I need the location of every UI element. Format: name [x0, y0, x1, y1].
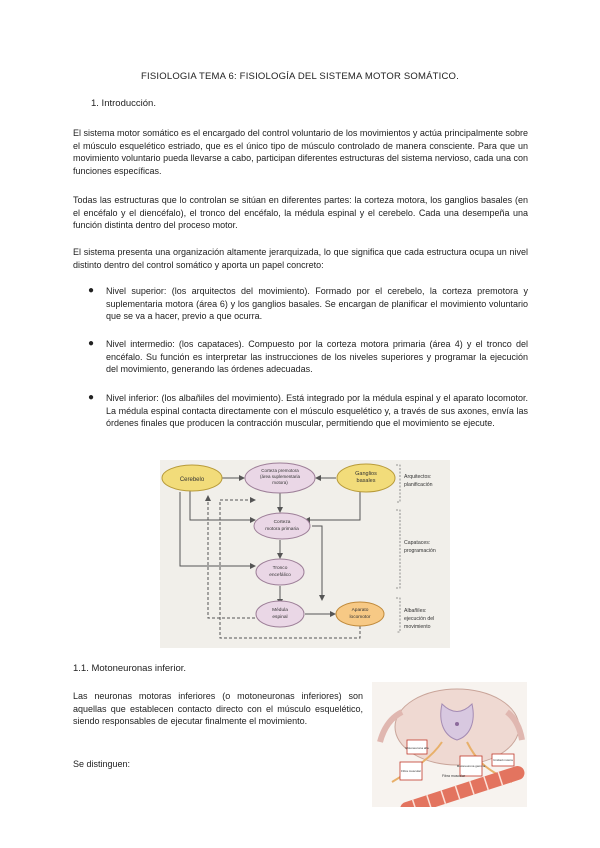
node-tronco-label-1: Tronco — [272, 566, 288, 571]
se-distinguen-label: Se distinguen: — [73, 759, 131, 769]
callout-box-2-label: Fibra muscular — [401, 769, 421, 773]
bullet-nivel-inferior: Nivel inferior: (los albañiles del movimiento). Está integrado por la médula espinal y el aparato locomotor. La médula espinal contacta directamente con el músculo esquelético y, a través de sus axones, envía las órdenes finales que producen la contracción muscular, permitiendo que el movimiento se ejecute. — [106, 393, 528, 429]
node-premotora-label-2: (área suplementaria — [259, 474, 301, 479]
section-heading-motoneuronas: 1.1. Motoneuronas inferior. — [73, 663, 187, 674]
label-capataces-1: Capataces: — [404, 540, 431, 546]
label-albaniles-2: ejecución del — [404, 616, 435, 622]
node-ganglios-label-2: basales — [356, 478, 376, 484]
node-corteza-motora — [254, 513, 310, 539]
callout-box-3-label: Motoneurona gamma — [456, 764, 486, 768]
node-cerebelo-label: Cerebelo — [179, 477, 205, 483]
paragraph-1: El sistema motor somático es el encargado del control voluntario de los movimientos y actúa principalmente sobre el músculo esquelético estriado, que es el único tipo de músculo controlado de manera consciente. Para que un movimiento voluntario pueda llevarse a cabo, participan diferentes estructuras del sistema nervioso, cada una con funciones específicas. — [73, 128, 528, 176]
spinal-cord-illustration — [372, 682, 527, 807]
bullet-dot: ● — [88, 338, 95, 349]
paragraph-motoneuronas: Las neuronas motoras inferiores (o motoneuronas inferiores) son aquellas que establecen contacto directo con el músculo esquelético, siendo responsables de ejecutar finalmente el movimiento. — [73, 691, 363, 727]
node-premotora-label-1: Corteza premotora — [261, 468, 299, 473]
section-heading-introduccion: 1. Introducción. — [91, 98, 156, 109]
label-albaniles-1: Albañiles: — [404, 608, 427, 614]
callout-box-1-label: Motoneurona alfa — [405, 746, 429, 750]
node-medula — [256, 601, 304, 627]
bullet-dot: ● — [88, 392, 95, 403]
muscle-fiber-label: Fibra muscular — [442, 774, 466, 778]
node-corteza-label-2: motora primaria — [265, 527, 299, 532]
label-albaniles-3: movimiento — [404, 624, 431, 630]
label-arquitectos-2: planificación — [404, 482, 433, 488]
page-title: FISIOLOGIA TEMA 6: FISIOLOGÍA DEL SISTEMA MOTOR SOMÁTICO. — [141, 71, 459, 82]
paragraph-3: El sistema presenta una organización altamente jerarquizada, lo que significa que cada estructura ocupa un nivel distinto dentro del control somático y aporta un papel concreto: — [73, 247, 528, 270]
bullet-nivel-intermedio: Nivel intermedio: (los capataces). Compuesto por la corteza motora primaria (área 4) y el tronco del encéfalo. Su función es interpretar las instrucciones de los niveles superiores y programar la ejecución del movimiento, generando las órdenes adecuadas. — [106, 339, 528, 375]
paragraph-2: Todas las estructuras que lo controlan se sitúan en diferentes partes: la corteza motora, los ganglios basales (en el encéfalo y el diencéfalo), el tronco del encéfalo, la médula espinal y el cerebelo. Cada una desempeña una función distinta dentro del proceso motor. — [73, 195, 528, 231]
node-aparato-locomotor — [336, 602, 384, 626]
node-aparato-label-1: Aparato — [351, 608, 369, 613]
node-medula-label-1: Médula — [272, 608, 288, 613]
bullet-nivel-superior: Nivel superior: (los arquitectos del movimiento). Formado por el cerebelo, la corteza premotora y suplementaria motora (área 6) y los ganglios basales. Se encargan de planificar el movimiento voluntario que se va a hacer, previo a que ocurra. — [106, 286, 528, 322]
node-aparato-label-2: locomotor — [349, 615, 371, 620]
bullet-dot: ● — [88, 285, 95, 296]
label-arquitectos-1: Arquitectos: — [404, 474, 432, 480]
central-canal — [455, 722, 459, 726]
node-premotora-label-3: motora) — [272, 480, 288, 485]
node-corteza-label-1: Corteza — [273, 520, 291, 525]
motor-hierarchy-diagram — [160, 460, 450, 648]
node-ganglios-label-1: Ganglios — [355, 471, 377, 477]
node-medula-label-2: espinal — [272, 615, 288, 620]
label-capataces-2: programación — [404, 548, 436, 554]
callout-box-4-label: Unidad motora — [493, 758, 513, 762]
node-tronco-label-2: encefálico — [269, 573, 291, 578]
node-tronco — [256, 559, 304, 585]
